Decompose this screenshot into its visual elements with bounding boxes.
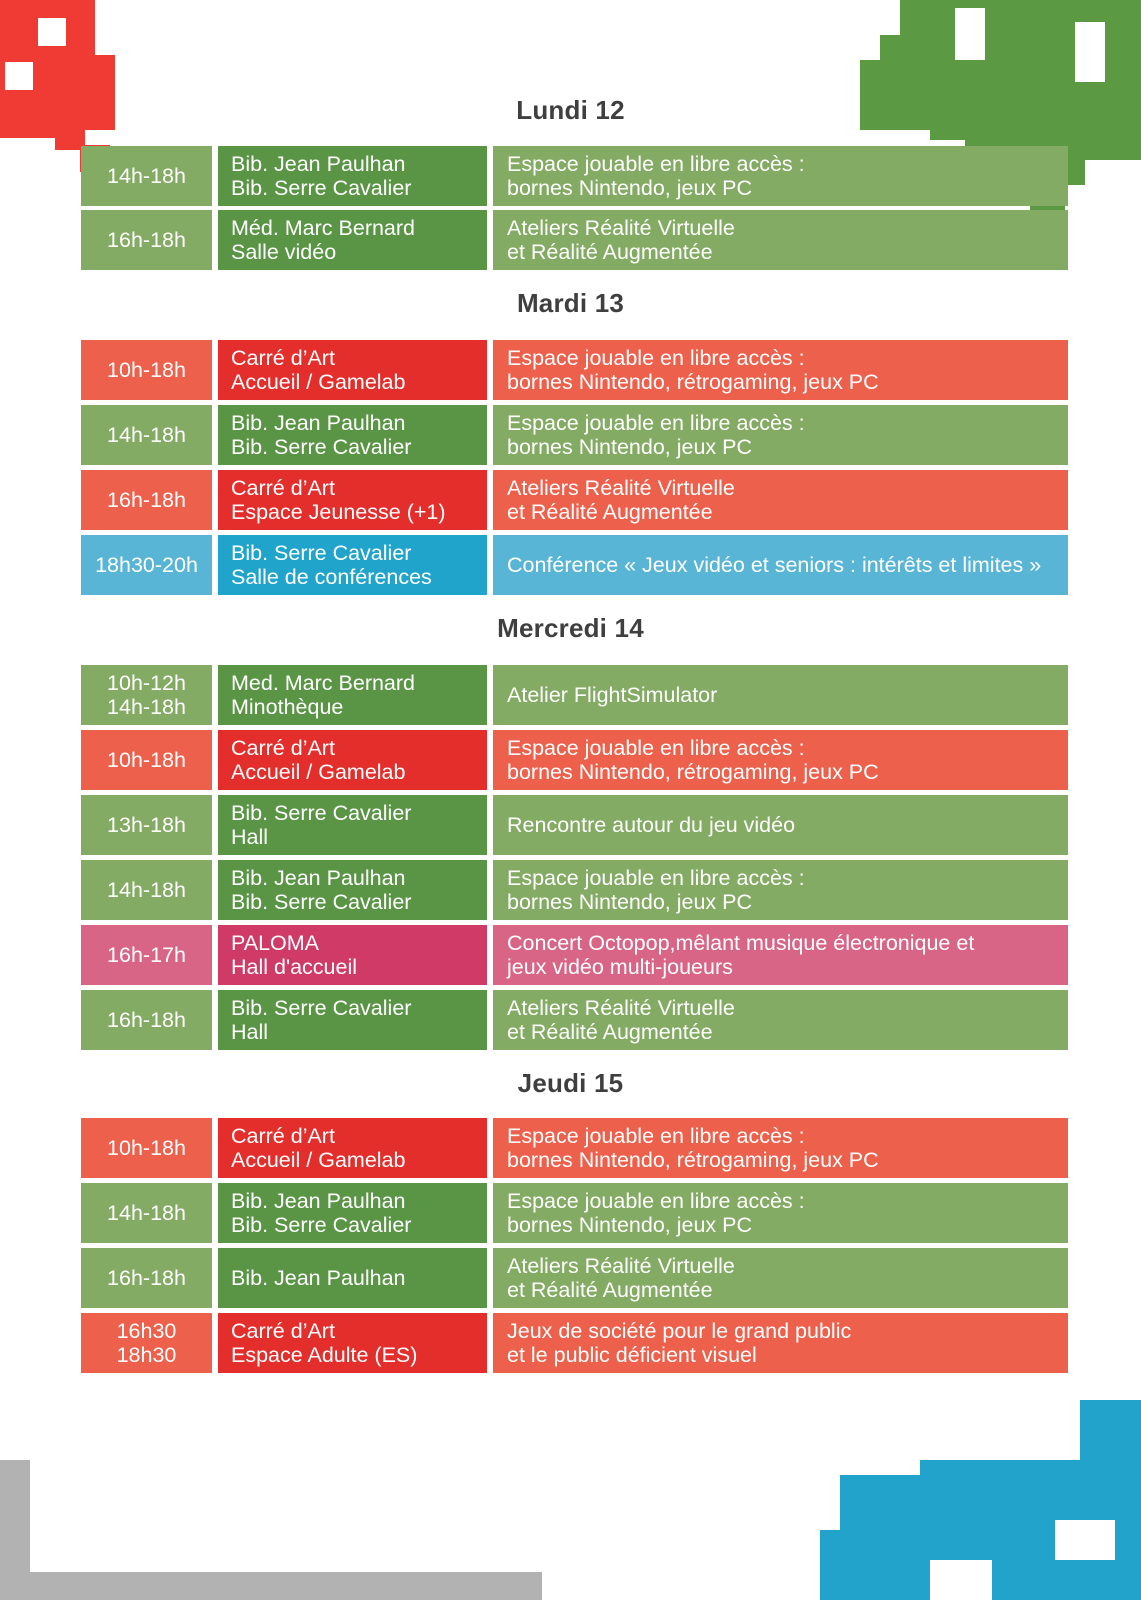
schedule-row: [81, 795, 1068, 855]
activity-cell-line: Espace jouable en libre accès :: [507, 346, 805, 370]
place-cell-line: Bib. Serre Cavalier: [231, 890, 412, 914]
activity-cell-line: bornes Nintendo, rétrogaming, jeux PC: [507, 370, 879, 394]
activity-cell-line: Espace jouable en libre accès :: [507, 1124, 805, 1148]
time-cell-line: 10h-18h: [107, 358, 186, 382]
activity-cell-line: Ateliers Réalité Virtuelle: [507, 996, 735, 1020]
schedule-row: [81, 535, 1068, 595]
place-cell-line: Bib. Serre Cavalier: [231, 1213, 412, 1237]
time-cell: [81, 1118, 212, 1178]
activity-cell-line: et Réalité Augmentée: [507, 1278, 713, 1302]
place-cell: [218, 210, 487, 270]
time-cell: [81, 1183, 212, 1243]
day-title: Lundi 12: [516, 95, 625, 125]
activity-cell-line: Concert Octopop,mêlant musique électronique et: [507, 931, 975, 955]
place-cell: [218, 990, 487, 1050]
time-cell: [81, 405, 212, 465]
activity-cell-line: Jeux de société pour le grand public: [507, 1319, 852, 1343]
time-cell-line: 14h-18h: [107, 1201, 186, 1225]
place-cell-line: Med. Marc Bernard: [231, 671, 416, 695]
activity-cell: [493, 405, 1068, 465]
time-cell-line: 14h-18h: [107, 878, 186, 902]
time-cell-line: 10h-18h: [107, 748, 186, 772]
place-cell: [218, 1118, 487, 1178]
place-cell-line: Bib. Serre Cavalier: [231, 541, 412, 565]
schedule-row: [81, 925, 1068, 985]
activity-cell-line: Ateliers Réalité Virtuelle: [507, 216, 735, 240]
place-cell: [218, 665, 487, 725]
time-cell: [81, 146, 212, 206]
activity-cell-line: et Réalité Augmentée: [507, 500, 713, 524]
activity-cell-line: et Réalité Augmentée: [507, 1020, 713, 1044]
place-cell: [218, 1183, 487, 1243]
activity-cell-line: Conférence « Jeux vidéo et seniors : intérêts et limites »: [507, 553, 1042, 577]
day-title: Jeudi 15: [517, 1068, 624, 1098]
activity-cell-line: Espace jouable en libre accès :: [507, 866, 805, 890]
place-cell-line: Accueil / Gamelab: [231, 1148, 406, 1172]
activity-cell: [493, 535, 1068, 595]
time-cell-line: 14h-18h: [107, 164, 186, 188]
activity-cell-line: bornes Nintendo, jeux PC: [507, 890, 753, 914]
day-title: Mercredi 14: [497, 613, 644, 643]
place-cell-line: Bib. Jean Paulhan: [231, 152, 406, 176]
time-cell-line: 16h-18h: [107, 228, 186, 252]
time-cell: [81, 860, 212, 920]
activity-cell-line: Rencontre autour du jeu vidéo: [507, 813, 796, 837]
place-cell-line: Bib. Serre Cavalier: [231, 435, 412, 459]
place-cell-line: Espace Jeunesse (+1): [231, 500, 446, 524]
place-cell: [218, 340, 487, 400]
activity-cell: [493, 990, 1068, 1050]
place-cell-line: Carré d’Art: [231, 476, 335, 500]
place-cell: [218, 535, 487, 595]
activity-cell: [493, 1313, 1068, 1373]
time-cell-line: 16h-17h: [107, 943, 186, 967]
time-cell: [81, 210, 212, 270]
activity-cell-line: bornes Nintendo, rétrogaming, jeux PC: [507, 1148, 879, 1172]
place-cell-line: Bib. Jean Paulhan: [231, 866, 406, 890]
gray-corner-frame: [0, 1460, 545, 1600]
schedule-row: [81, 1313, 1068, 1373]
day-title: Mardi 13: [516, 288, 625, 318]
activity-cell: [493, 1248, 1068, 1308]
activity-cell-line: Espace jouable en libre accès :: [507, 152, 805, 176]
activity-cell: [493, 146, 1068, 206]
time-cell-line: 18h30: [116, 1343, 177, 1367]
activity-cell: [493, 210, 1068, 270]
activity-cell: [493, 340, 1068, 400]
place-cell-line: Carré d’Art: [231, 346, 335, 370]
time-cell-line: 14h-18h: [107, 695, 186, 719]
place-cell-line: Minothèque: [231, 695, 344, 719]
activity-cell-line: bornes Nintendo, rétrogaming, jeux PC: [507, 760, 879, 784]
place-cell-line: Bib. Jean Paulhan: [231, 411, 406, 435]
activity-cell-line: Espace jouable en libre accès :: [507, 736, 805, 760]
place-cell-line: Hall: [231, 1020, 269, 1044]
blue-space-invader-icon: [820, 1400, 1141, 1600]
activity-cell: [493, 470, 1068, 530]
place-cell: [218, 470, 487, 530]
time-cell-line: 14h-18h: [107, 423, 186, 447]
place-cell-line: Espace Adulte (ES): [231, 1343, 418, 1367]
place-cell: [218, 925, 487, 985]
time-cell: [81, 470, 212, 530]
time-cell-line: 16h30: [116, 1319, 177, 1343]
schedule-row: [81, 730, 1068, 790]
activity-cell-line: bornes Nintendo, jeux PC: [507, 1213, 753, 1237]
schedule-row: [81, 1183, 1068, 1243]
schedule-row: [81, 146, 1068, 206]
activity-cell-line: jeux vidéo multi-joueurs: [507, 955, 733, 979]
activity-cell-line: Espace jouable en libre accès :: [507, 411, 805, 435]
time-cell-line: 10h-18h: [107, 1136, 186, 1160]
time-cell: [81, 535, 212, 595]
time-cell: [81, 1313, 212, 1373]
place-cell: [218, 1248, 487, 1308]
activity-cell: [493, 1183, 1068, 1243]
activity-cell-line: Ateliers Réalité Virtuelle: [507, 1254, 735, 1278]
place-cell: [218, 860, 487, 920]
time-cell-line: 16h-18h: [107, 1008, 186, 1032]
place-cell-line: Carré d’Art: [231, 736, 335, 760]
place-cell: [218, 795, 487, 855]
place-cell: [218, 1313, 487, 1373]
place-cell-line: Bib. Serre Cavalier: [231, 996, 412, 1020]
place-cell: [218, 146, 487, 206]
place-cell-line: Carré d’Art: [231, 1319, 335, 1343]
time-cell-line: 13h-18h: [107, 813, 186, 837]
place-cell-line: Bib. Serre Cavalier: [231, 176, 412, 200]
time-cell: [81, 925, 212, 985]
place-cell: [218, 730, 487, 790]
activity-cell-line: bornes Nintendo, jeux PC: [507, 435, 753, 459]
activity-cell: [493, 795, 1068, 855]
time-cell-line: 10h-12h: [107, 671, 186, 695]
place-cell-line: Accueil / Gamelab: [231, 760, 406, 784]
schedule-row: [81, 405, 1068, 465]
activity-cell: [493, 925, 1068, 985]
activity-cell-line: bornes Nintendo, jeux PC: [507, 176, 753, 200]
time-cell-line: 18h30-20h: [95, 553, 198, 577]
time-cell-line: 16h-18h: [107, 488, 186, 512]
time-cell: [81, 990, 212, 1050]
place-cell-line: Carré d’Art: [231, 1124, 335, 1148]
place-cell-line: Accueil / Gamelab: [231, 370, 406, 394]
activity-cell-line: Atelier FlightSimulator: [507, 683, 718, 707]
place-cell-line: Salle de conférences: [231, 565, 432, 589]
place-cell-line: Hall: [231, 825, 269, 849]
place-cell-line: Hall d'accueil: [231, 955, 357, 979]
place-cell-line: Salle vidéo: [231, 240, 337, 264]
activity-cell-line: Ateliers Réalité Virtuelle: [507, 476, 735, 500]
place-cell-line: Méd. Marc Bernard: [231, 216, 416, 240]
time-cell: [81, 1248, 212, 1308]
place-cell-line: Bib. Jean Paulhan: [231, 1189, 406, 1213]
activity-cell: [493, 860, 1068, 920]
time-cell-line: 16h-18h: [107, 1266, 186, 1290]
schedule-row: [81, 665, 1068, 725]
activity-cell: [493, 1118, 1068, 1178]
place-cell-line: Bib. Serre Cavalier: [231, 801, 412, 825]
schedule-row: [81, 210, 1068, 270]
place-cell-line: Bib. Jean Paulhan: [231, 1266, 406, 1290]
activity-cell: [493, 665, 1068, 725]
place-cell-line: PALOMA: [231, 931, 320, 955]
activity-cell-line: Espace jouable en libre accès :: [507, 1189, 805, 1213]
activity-cell-line: et le public déficient visuel: [507, 1343, 757, 1367]
time-cell: [81, 730, 212, 790]
activity-cell-line: et Réalité Augmentée: [507, 240, 713, 264]
schedule-row: [81, 1248, 1068, 1308]
schedule-row: [81, 990, 1068, 1050]
time-cell: [81, 340, 212, 400]
schedule-row: [81, 340, 1068, 400]
schedule-row: [81, 1118, 1068, 1178]
place-cell: [218, 405, 487, 465]
time-cell: [81, 665, 212, 725]
time-cell: [81, 795, 212, 855]
activity-cell: [493, 730, 1068, 790]
schedule-row: [81, 860, 1068, 920]
schedule-row: [81, 470, 1068, 530]
